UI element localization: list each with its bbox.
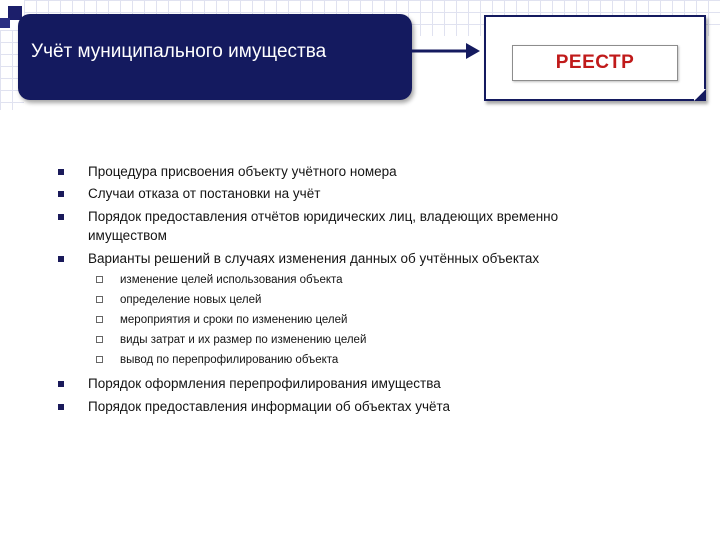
- sub-list-item: [120, 293, 261, 308]
- bullet-square-icon: [58, 191, 64, 197]
- registry-label-frame: [512, 45, 678, 81]
- list-item-text: Порядок предоставления отчётов юридических лиц, владеющих временно: [88, 209, 559, 224]
- list-item: [88, 398, 450, 416]
- bullet-square-icon: [58, 404, 64, 410]
- sub-list-item: [120, 313, 347, 328]
- list-item: [88, 375, 441, 393]
- list-item: [88, 185, 320, 203]
- list-item-text: Варианты решений в случаях изменения данных об учтённых объектах: [88, 251, 540, 266]
- sub-list-item: [120, 353, 338, 368]
- list-item-text: имуществом: [88, 228, 167, 243]
- list-item-text: Случаи отказа от постановки на учёт: [88, 186, 321, 201]
- slide-title: Учёт муниципального имущества: [31, 41, 327, 62]
- list-item-text: Порядок оформления перепрофилирования имущества: [88, 376, 441, 391]
- sub-list-item: [120, 333, 366, 348]
- decorative-square-small: [0, 18, 10, 28]
- bullet-box-icon: [96, 316, 103, 323]
- arrow-right-icon: [410, 40, 480, 62]
- bullet-box-icon: [96, 336, 103, 343]
- bullet-box-icon: [96, 296, 103, 303]
- registry-label: РЕЕСТР: [555, 52, 635, 73]
- sub-list-item-text: виды затрат и их размер по изменению целей: [120, 334, 367, 346]
- sub-list-item-text: определение новых целей: [120, 294, 262, 306]
- bullet-square-icon: [58, 214, 64, 220]
- bullet-square-icon: [58, 256, 64, 262]
- sub-list-item: [120, 273, 343, 288]
- bullet-box-icon: [96, 356, 103, 363]
- list-item-text: Порядок предоставления информации об объектах учёта: [88, 399, 451, 414]
- page-fold-icon: [694, 89, 706, 101]
- list-item: [88, 208, 558, 226]
- list-item-text: Процедура присвоения объекту учётного номера: [88, 164, 397, 179]
- list-item-continuation: [88, 227, 167, 245]
- sub-list-item-text: изменение целей использования объекта: [120, 274, 343, 286]
- registry-box: [484, 15, 706, 101]
- bullet-square-icon: [58, 169, 64, 175]
- list-item: [88, 250, 539, 268]
- sub-list-item-text: мероприятия и сроки по изменению целей: [120, 314, 348, 326]
- title-banner: [18, 14, 412, 100]
- sub-list-item-text: вывод по перепрофилированию объекта: [120, 354, 339, 366]
- list-item: [88, 163, 397, 181]
- bullet-box-icon: [96, 276, 103, 283]
- bullet-square-icon: [58, 381, 64, 387]
